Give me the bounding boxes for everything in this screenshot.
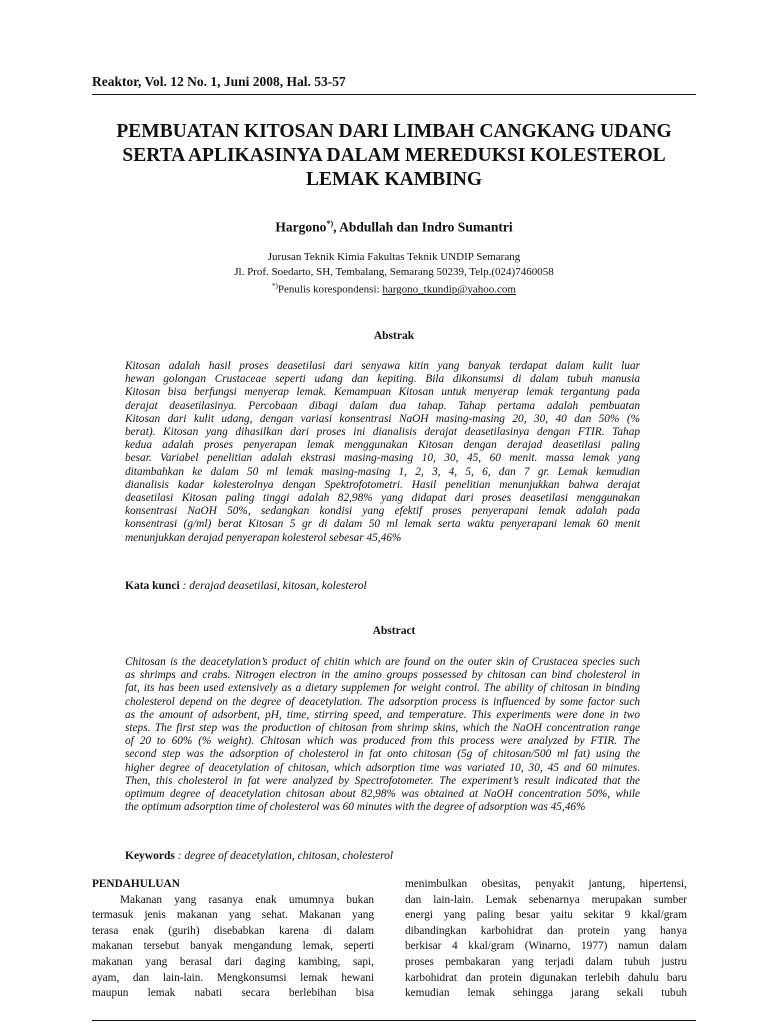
authors xyxy=(80,219,708,236)
abstrak-line: konsentrasi (g/ml) berat Kitosan 5 gr di dalam 50 ml lemak serta waktu penyerapani lemak 60 menit xyxy=(125,518,640,531)
abstrak-line: hewan golongan Crustaceae seperti udang dan kepiting. Bila dikonsumsi di dalam tubuh manusia xyxy=(125,373,640,386)
abstrak-line: menunjukkan derajad penyerapan kolesterol sebesar 45,46% xyxy=(125,531,402,544)
abstrak-line: Kitosan bisa berfungsi menyerap lemak. Kemampuan Kitosan untuk menyerap lemak tergantung pada xyxy=(125,386,640,399)
abstract-line: of 20 to 60% (% weight). Chitosan which was produced from this process were analyzed by FTIR. The xyxy=(125,735,640,748)
abstract-line: cholesterol depend on the degree of deacetylation. The adsorption process is influenced by some factor such xyxy=(125,695,640,708)
kata-kunci xyxy=(125,580,367,592)
abstract-line: second step was the adsorption of cholesterol in fat onto chitosan (5g of chitosan/500 ml fat) using the xyxy=(125,748,640,761)
keywords xyxy=(125,850,393,862)
abstrak-line: besar. Variabel penelitian adalah ekstrasi masing-masing 10, 30, 45, 60 menit. massa lemak yang xyxy=(125,452,640,465)
body-line: kemudian lemak sehingga jarang sekali tubuh xyxy=(405,987,687,1000)
body-line: dibandingkan karbohidrat dan protein yang hanya xyxy=(405,924,687,937)
abstract-line: optimum degree of deacetylation chitosan about 82,98% was obtained at NaOH concentration 50%, while xyxy=(125,788,640,801)
corr-label: Penulis korespondensi: xyxy=(277,283,383,296)
abstrak-line: dianalisis kadar kolesterolnya dengan Spektrofotometri. Hasil penelitian menunjukkan bahwa derajat xyxy=(125,478,640,491)
affiliation xyxy=(80,250,708,297)
abstrak-line: kedua adalah proses penyerapan lemak menggunakan Kitosan dengan derajad deasetilasi paling xyxy=(125,439,640,452)
section-heading: PENDAHULUAN xyxy=(92,878,180,890)
body-line: ayam, dan lain-lain. Mengkonsumsi lemak hewani xyxy=(92,971,374,984)
body-line: termasuk jenis makanan yang sehat. Makanan yang xyxy=(92,909,374,922)
footer-rule xyxy=(92,1020,696,1021)
title-line: SERTA APLIKASINYA DALAM MEREDUKSI KOLESTEROL xyxy=(122,145,666,166)
abstract-line: as the amount of adsorbent, pH, time, stirring speed, and temperature. This experiments were done in two xyxy=(125,708,640,721)
abstract-line: higher degree of deacetylation of chitosan, which adsorption time was variated 10, 30, 45 and 60 minutes. xyxy=(125,761,640,774)
body-line: menimbulkan obesitas, penyakit jantung, hipertensi, xyxy=(405,878,687,890)
abstrak-line: derajat deasetilasinya. Percobaan dibagi dalam dua tahap. Tahap pertama adalah pembuatan xyxy=(125,399,640,412)
affiliation-line: Jl. Prof. Soedarto, SH, Tembalang, Semarang 50239, Telp.(024)7460058 xyxy=(234,265,554,278)
abstract-line: Chitosan is the deacetylation’s product of chitin which are found on the outer skin of Crustacea species such xyxy=(125,656,640,668)
keywords-label: Keywords xyxy=(125,850,175,862)
affiliation-line: Jurusan Teknik Kimia Fakultas Teknik UNDIP Semarang xyxy=(267,251,521,263)
kata-kunci-label: Kata kunci xyxy=(125,580,180,592)
abstrak-line: berat). Kitosan yang dihasilkan dari proses ini dianalisis derajat deasetilasinya dengan FTIR. Tahap xyxy=(125,426,640,439)
body-line: Makanan yang rasanya enak umumnya bukan xyxy=(120,893,374,906)
title-line: LEMAK KAMBING xyxy=(305,169,483,190)
abstrak-line: Kitosan adalah hasil proses deasetilasi dari senyawa kitin yang banyak terdapat dalam kulit luar xyxy=(125,360,640,372)
author-first: Hargono xyxy=(275,219,327,235)
body-line: maupun lemak nabati secara berlebihan bisa xyxy=(92,987,374,1000)
corr-mark: *) xyxy=(271,282,278,290)
author-mark: *) xyxy=(326,219,334,228)
abstrak-body xyxy=(125,360,640,545)
header-rule xyxy=(92,94,696,95)
abstract-line: the optimum adsorption time of cholesterol was 60 minutes with the degree of adsorption was 45,46% xyxy=(125,801,586,814)
abstrak-heading: Abstrak xyxy=(373,330,415,342)
abstrak-line: konsentrasi NaOH 50%, sedangkan kondisi yang efektif proses penyerapani lemak adalah pada xyxy=(125,505,640,518)
body-line: energi yang paling besar yaitu sekitar 9 kkal/gram xyxy=(405,909,687,922)
journal-header: Reaktor, Vol. 12 No. 1, Juni 2008, Hal. 53-57 xyxy=(92,74,346,89)
kata-kunci-text: : derajad deasetilasi, kitosan, kolesterol xyxy=(179,580,367,592)
paper-title xyxy=(80,120,708,192)
correspondence xyxy=(80,279,708,297)
abstract-line: as shrimps and crabs. Nitrogen electron in the amino groups possessed by chitosan can bind cholesterol in xyxy=(125,669,640,682)
abstract-heading: Abstract xyxy=(372,625,416,637)
email-link[interactable]: hargono_tkundip@yahoo.com xyxy=(382,283,516,296)
title-line: PEMBUATAN KITOSAN DARI LIMBAH CANGKANG UDANG xyxy=(116,121,672,142)
abstract-line: Then, this cholesterol in fat were analyzed by Spectrofotometer. The experiment’s result indicated that the xyxy=(125,774,640,787)
abstrak-line: deasetilasi Kitosan paling tinggi adalah 82,98% yang didapat dari proses deasetilasi menggunakan xyxy=(125,492,640,505)
body-line: makanan tersebut banyak mengandung lemak, seperti xyxy=(92,940,374,953)
body-line: proses pembakaran yang terjadi dalam tubuh justru xyxy=(405,955,687,968)
body-column-left xyxy=(92,877,374,1002)
body-line: karbohidrat dan protein digunakan terlebih dahulu baru xyxy=(405,971,687,984)
body-line: makanan yang berasal dari daging kambing, sapi, xyxy=(92,955,374,968)
body-line: terasa enak (gurih) disebabkan karena di dalam xyxy=(92,924,374,937)
abstract-line: steps. The first step was the production of chitosan from shrimp skins, which the NaOH concentration range xyxy=(125,722,640,735)
abstrak-line: ditambahkan ke dalam 50 ml lemak masing-masing 1, 2, 3, 4, 5, 6, dan 7 gr. Lemak kemudian xyxy=(125,465,640,478)
body-column-right xyxy=(405,877,687,1002)
keywords-text: : degree of deacetylation, chitosan, cholesterol xyxy=(174,850,394,862)
abstrak-line: Kitosan dari kulit udang, dengan variasi konsentrasi NaOH masing-masing 20, 30, 40 dan 50% (% xyxy=(125,412,640,425)
author-rest: , Abdullah dan Indro Sumantri xyxy=(333,219,513,235)
abstract-line: fat, its has been used extensively as a dietary supplemen for weight control. The ability of chitosan in binding xyxy=(125,682,640,695)
body-line: berkisar 4 kkal/gram (Winarno, 1977) namun dalam xyxy=(405,940,687,953)
body-line: dan lain-lain. Lemak sebenarnya merupakan sumber xyxy=(405,893,687,906)
abstract-body xyxy=(125,656,640,814)
